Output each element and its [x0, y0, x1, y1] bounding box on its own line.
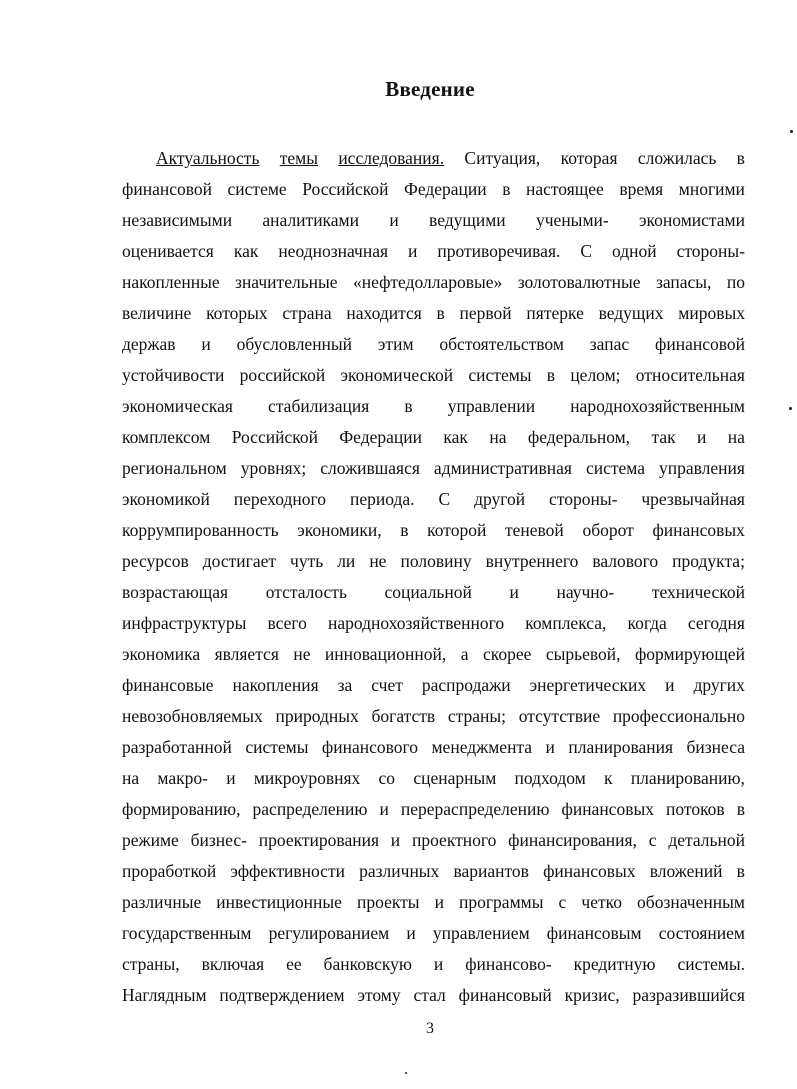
text-word: и: [509, 582, 519, 602]
text-word: эффективности: [230, 861, 345, 881]
text-word: вложений: [649, 861, 723, 881]
text-word: исследования.: [338, 148, 445, 168]
text-line: [122, 856, 745, 887]
text-word: экономической: [340, 365, 454, 385]
text-line: [122, 236, 745, 267]
text-word: на: [122, 768, 140, 788]
text-word: Российской: [231, 427, 318, 447]
text-word: держав: [122, 334, 176, 354]
text-line: [122, 143, 745, 174]
text-word: страны,: [122, 954, 180, 974]
text-word: одной: [612, 241, 657, 261]
text-word: ведущими: [429, 210, 506, 230]
text-line: [122, 980, 745, 1011]
text-word: чуть: [290, 551, 324, 571]
text-word: которой: [427, 520, 487, 540]
text-word: ее: [286, 954, 302, 974]
text-word: макро-: [157, 768, 208, 788]
text-word: независимыми: [122, 210, 233, 230]
text-word: государственным: [122, 923, 252, 943]
text-word: Федерации: [339, 427, 423, 447]
text-word: финансовых: [652, 520, 745, 540]
text-word: так: [651, 427, 676, 447]
text-word: отсутствие: [518, 706, 601, 726]
text-line: [122, 701, 745, 732]
text-word: и: [406, 923, 416, 943]
scan-speck: [790, 130, 793, 133]
text-word: учеными-: [536, 210, 609, 230]
text-word: сегодня: [687, 613, 745, 633]
text-word: финансовых: [543, 861, 636, 881]
text-word: разработанной: [122, 737, 232, 757]
text-word: и: [433, 954, 444, 974]
text-word: управлением: [432, 923, 530, 943]
text-word: подходом: [514, 768, 586, 788]
text-word: финансовые: [122, 675, 214, 695]
text-word: относительная: [635, 365, 745, 385]
text-word: накопленные: [122, 272, 220, 292]
text-word: неоднозначная: [278, 241, 389, 261]
text-word: как: [443, 427, 468, 447]
text-word: других: [693, 675, 745, 695]
text-word: противоречивая.: [437, 241, 561, 261]
text-word: финансовых: [561, 799, 654, 819]
text-word: этому: [357, 985, 401, 1005]
text-word: Наглядным: [122, 985, 207, 1005]
text-word: финансовой: [655, 334, 745, 354]
text-word: уровнях;: [240, 458, 307, 478]
text-word: коррумпированность: [122, 520, 279, 540]
text-word: перераспределению: [400, 799, 550, 819]
text-word: подтверждением: [219, 985, 345, 1005]
text-word: детальной: [668, 830, 745, 850]
text-word: темы: [279, 148, 318, 168]
text-word: на: [489, 427, 507, 447]
text-word: аналитиками: [262, 210, 359, 230]
text-line: [122, 422, 745, 453]
text-word: обусловленный: [236, 334, 353, 354]
text-word: Ситуация,: [464, 148, 541, 168]
text-line: [122, 360, 745, 391]
text-line: [122, 205, 745, 236]
text-word: народнохозяйственным: [570, 396, 745, 416]
text-word: менеджмента: [431, 737, 533, 757]
text-word: комплексом: [122, 427, 211, 447]
text-word: С: [580, 241, 593, 261]
text-word: системы.: [677, 954, 745, 974]
text-word: обозначенным: [637, 892, 745, 912]
text-word: и: [379, 799, 389, 819]
text-word: время: [619, 179, 664, 199]
text-word: запас: [589, 334, 630, 354]
text-word: является: [214, 644, 279, 664]
text-word: финансирования,: [508, 830, 637, 850]
text-word: инвестиционные: [216, 892, 342, 912]
text-word: в: [404, 396, 413, 416]
text-word: экономикой: [122, 489, 210, 509]
text-word: мировых: [678, 303, 745, 323]
text-word: сырьевой,: [545, 644, 621, 664]
text-word: и: [434, 892, 444, 912]
text-word: инновационной,: [324, 644, 447, 664]
text-word: этим: [377, 334, 414, 354]
text-word: бизнеса: [686, 737, 745, 757]
text-word: проработкой: [122, 861, 217, 881]
text-line: [122, 732, 745, 763]
text-line: [122, 794, 745, 825]
text-word: научно-: [556, 582, 615, 602]
text-word: переходного: [233, 489, 327, 509]
text-word: инфраструктуры: [122, 613, 247, 633]
text-word: и: [697, 427, 707, 447]
text-word: страна: [282, 303, 332, 323]
text-word: достигает: [202, 551, 277, 571]
text-word: величине: [122, 303, 192, 323]
text-word: разразившийся: [632, 985, 745, 1005]
text-word: валового: [592, 551, 659, 571]
text-word: и: [201, 334, 211, 354]
text-line: [122, 391, 745, 422]
text-word: финансовым: [546, 923, 642, 943]
text-word: и: [389, 210, 399, 230]
text-word: российской: [239, 365, 326, 385]
text-word: управления: [659, 458, 745, 478]
text-word: со: [378, 768, 396, 788]
text-word: оборот: [582, 520, 634, 540]
text-word: экономистами: [639, 210, 745, 230]
text-word: а: [460, 644, 469, 664]
body-text: [122, 143, 745, 1011]
text-line: [122, 763, 745, 794]
text-word: проектирования: [258, 830, 379, 850]
text-word: и: [226, 768, 236, 788]
text-word: и: [408, 241, 418, 261]
text-word: золотовалютные: [517, 272, 641, 292]
text-word: оценивается: [122, 241, 214, 261]
text-word: теневой: [504, 520, 564, 540]
text-word: сценарным: [413, 768, 497, 788]
text-word: которая: [560, 148, 618, 168]
text-word: кредитную: [573, 954, 656, 974]
text-word: значительные: [235, 272, 338, 292]
text-line: [122, 484, 745, 515]
text-line: [122, 608, 745, 639]
text-word: в: [546, 365, 556, 385]
text-line: [122, 329, 745, 360]
text-word: банковскую: [323, 954, 412, 974]
text-word: в: [400, 520, 409, 540]
text-word: финансового: [321, 737, 419, 757]
text-word: проектного: [411, 830, 497, 850]
text-word: четко: [581, 892, 622, 912]
text-word: социальной: [384, 582, 472, 602]
text-word: и: [665, 675, 675, 695]
text-word: в: [436, 303, 445, 323]
text-word: накопления: [232, 675, 319, 695]
text-word: не: [293, 644, 311, 664]
text-word: экономики,: [297, 520, 382, 540]
text-word: страны;: [447, 706, 507, 726]
text-word: Федерации: [404, 179, 487, 199]
text-word: стабилизация: [268, 396, 370, 416]
text-word: устойчивости: [122, 365, 225, 385]
text-word: на: [727, 427, 745, 447]
text-word: чрезвычайная: [641, 489, 745, 509]
text-word: финансово-: [465, 954, 552, 974]
text-word: всего: [267, 613, 307, 633]
text-word: другой: [474, 489, 526, 509]
text-line: [122, 577, 745, 608]
text-word: сложилась: [637, 148, 717, 168]
text-word: «нефтедолларовые»: [352, 272, 503, 292]
text-word: запасы,: [655, 272, 712, 292]
text-word: настоящее: [525, 179, 604, 199]
text-word: находится: [346, 303, 422, 323]
text-word: включая: [201, 954, 265, 974]
text-word: различных: [359, 861, 440, 881]
text-word: скорее: [482, 644, 532, 664]
text-word: энергетических: [529, 675, 647, 695]
text-word: режиме: [122, 830, 179, 850]
text-word: с: [648, 830, 657, 850]
text-word: проекты: [356, 892, 420, 912]
page-number: 3: [426, 1020, 434, 1037]
text-line: [122, 453, 745, 484]
text-word: в: [736, 799, 745, 819]
text-word: системы: [468, 365, 532, 385]
text-word: многими: [678, 179, 745, 199]
text-word: система: [585, 458, 645, 478]
text-line: [122, 639, 745, 670]
text-word: потоков: [666, 799, 725, 819]
text-word: финансовый: [458, 985, 552, 1005]
text-word: в: [502, 179, 511, 199]
text-word: и: [390, 830, 401, 850]
text-word: к: [604, 768, 613, 788]
text-word: С: [438, 489, 451, 509]
text-word: в: [736, 148, 745, 168]
text-word: различные: [122, 892, 202, 912]
text-word: сложившаяся: [320, 458, 420, 478]
text-word: народнохозяйственного: [327, 613, 505, 633]
text-word: экономика: [122, 644, 201, 664]
text-line: [122, 887, 745, 918]
text-word: Актуальность: [156, 148, 260, 168]
text-word: в: [736, 861, 745, 881]
text-line: [122, 298, 745, 329]
text-word: невозобновляемых: [122, 706, 263, 726]
text-word: формирующей: [634, 644, 745, 664]
text-word: регулированием: [268, 923, 390, 943]
text-word: природных: [275, 706, 359, 726]
text-word: распределению: [252, 799, 368, 819]
text-word: системы: [245, 737, 309, 757]
text-word: планирования: [568, 737, 674, 757]
text-word: комплекса,: [525, 613, 607, 633]
text-word: за: [337, 675, 353, 695]
text-word: управлении: [447, 396, 536, 416]
text-word: экономическая: [122, 396, 233, 416]
text-line: [122, 918, 745, 949]
text-word: бизнес-: [190, 830, 247, 850]
text-word: по: [726, 272, 745, 292]
text-word: ли: [337, 551, 356, 571]
text-word: ресурсов: [122, 551, 189, 571]
text-line: [122, 515, 745, 546]
text-word: технической: [651, 582, 745, 602]
text-word: с: [558, 892, 567, 912]
text-word: как: [233, 241, 259, 261]
text-word: планированию,: [630, 768, 745, 788]
text-word: ведущих: [598, 303, 664, 323]
text-word: финансовой: [122, 179, 212, 199]
text-word: региональном: [122, 458, 227, 478]
text-word: административная: [433, 458, 572, 478]
text-word: стороны-: [549, 489, 618, 509]
text-line: [122, 174, 745, 205]
text-word: профессионально: [612, 706, 745, 726]
scan-speck: [405, 1072, 407, 1074]
text-line: [122, 546, 745, 577]
text-word: микроуровнях: [253, 768, 361, 788]
text-word: периода.: [349, 489, 415, 509]
text-word: половину: [400, 551, 472, 571]
text-word: продукта;: [672, 551, 745, 571]
text-word: богатств: [371, 706, 436, 726]
text-word: вариантов: [453, 861, 529, 881]
text-word: внутреннего: [485, 551, 579, 571]
text-word: целом;: [570, 365, 621, 385]
scan-speck: [789, 407, 792, 410]
text-word: федеральном,: [527, 427, 631, 447]
text-word: пятерке: [526, 303, 584, 323]
text-word: программы: [459, 892, 544, 912]
text-line: [122, 825, 745, 856]
text-word: кризис,: [564, 985, 620, 1005]
text-word: и: [545, 737, 555, 757]
text-line: [122, 267, 745, 298]
text-word: возрастающая: [122, 582, 229, 602]
text-word: состоянием: [658, 923, 745, 943]
text-word: когда: [627, 613, 667, 633]
text-line: [122, 949, 745, 980]
text-word: обстоятельством: [439, 334, 564, 354]
text-line: [122, 670, 745, 701]
text-word: формированию,: [122, 799, 241, 819]
text-word: первой: [459, 303, 512, 323]
text-word: распродажи: [421, 675, 511, 695]
text-word: счет: [371, 675, 403, 695]
page-title: Введение: [385, 77, 475, 101]
text-word: Российской: [302, 179, 389, 199]
text-word: отсталость: [265, 582, 347, 602]
text-word: стал: [413, 985, 446, 1005]
text-word: стороны-: [676, 241, 745, 261]
text-word: которых: [206, 303, 268, 323]
text-word: не: [369, 551, 387, 571]
text-word: системе: [227, 179, 287, 199]
